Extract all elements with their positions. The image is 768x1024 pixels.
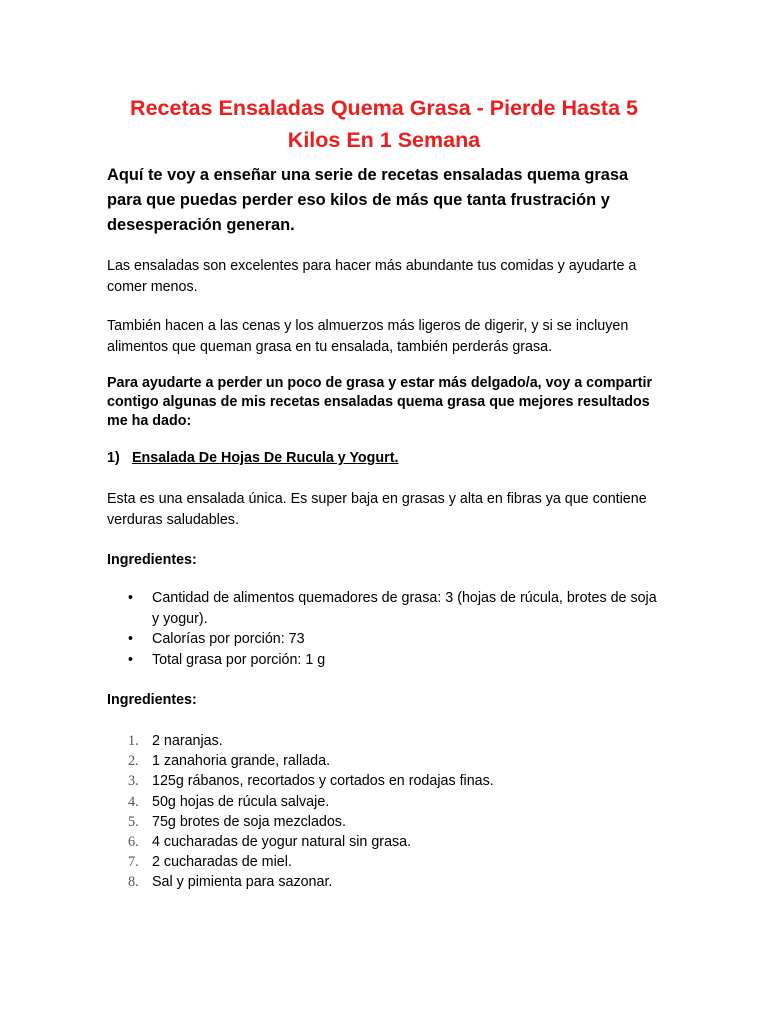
bullet-icon: • <box>128 631 134 647</box>
item-number: 8. <box>128 874 139 891</box>
list-item <box>107 872 667 892</box>
paragraph-3: Para ayudarte a perder un poco de grasa y estar más delgado/a, voy a compartir contigo algunas de mis recetas ensaladas quema grasa que mejores resultados me ha dado: <box>107 375 653 429</box>
list-item <box>107 792 667 812</box>
intro-paragraph: Aquí te voy a enseñar una serie de recetas ensaladas quema grasa para que puedas perder eso kilos de más que tanta frustración y desesperación generan. <box>107 166 629 234</box>
list-item <box>107 650 667 671</box>
title-line-1: Recetas Ensaladas Quema Grasa - Pierde Hasta 5 <box>130 96 638 120</box>
recipe-heading <box>107 448 398 468</box>
fact-text: Calorías por porción: 73 <box>152 631 305 647</box>
item-number: 3. <box>128 773 139 790</box>
ingredients-label-1: Ingredientes: <box>107 552 197 568</box>
list-item <box>107 852 667 872</box>
ingredients-list <box>107 731 667 893</box>
ingredient-text: 4 cucharadas de yogur natural sin grasa. <box>152 834 412 851</box>
ingredient-text: 50g hojas de rúcula salvaje. <box>152 793 330 810</box>
item-number: 1. <box>128 733 139 749</box>
ingredient-text: 1 zanahoria grande, rallada. <box>152 753 331 770</box>
list-item <box>107 812 667 832</box>
recipe-number: 1) <box>107 450 120 466</box>
fact-text: Total grasa por porción: 1 g <box>152 651 326 668</box>
facts-list <box>107 588 667 670</box>
ingredients-label-2: Ingredientes: <box>107 692 197 708</box>
item-number: 2. <box>128 753 139 770</box>
list-item <box>107 588 667 629</box>
fact-text: Cantidad de alimentos quemadores de grasa: 3 (hojas de rúcula, brotes de soja y yogur). <box>152 590 657 627</box>
item-number: 4. <box>128 793 139 810</box>
ingredient-text: 125g rábanos, recortados y cortados en rodajas finas. <box>152 773 494 790</box>
ingredient-text: Sal y pimienta para sazonar. <box>152 874 333 891</box>
item-number: 6. <box>128 834 139 851</box>
item-number: 5. <box>128 813 139 830</box>
bullet-icon: • <box>128 651 134 668</box>
paragraph-2: También hacen a las cenas y los almuerzos más ligeros de digerir, y si se incluyen alimentos que queman grasa en tu ensalada, también perderás grasa. <box>107 318 629 355</box>
list-item <box>107 731 667 751</box>
list-item <box>107 751 667 771</box>
list-item <box>107 832 667 852</box>
bullet-icon: • <box>128 590 134 606</box>
ingredient-text: 2 cucharadas de miel. <box>152 854 292 871</box>
list-item <box>107 771 667 791</box>
recipe-description: Esta es una ensalada única. Es super baja en grasas y alta en fibras ya que contiene verduras saludables. <box>107 491 647 528</box>
list-item <box>107 629 667 650</box>
paragraph-1: Las ensaladas son excelentes para hacer más abundante tus comidas y ayudarte a comer menos. <box>107 258 637 295</box>
recipe-name: Ensalada De Hojas De Rucula y Yogurt. <box>132 450 399 466</box>
page-title <box>60 92 708 156</box>
ingredient-text: 75g brotes de soja mezclados. <box>152 813 346 830</box>
ingredient-text: 2 naranjas. <box>152 733 223 749</box>
title-line-2: Kilos En 1 Semana <box>287 128 481 152</box>
item-number: 7. <box>128 854 139 871</box>
